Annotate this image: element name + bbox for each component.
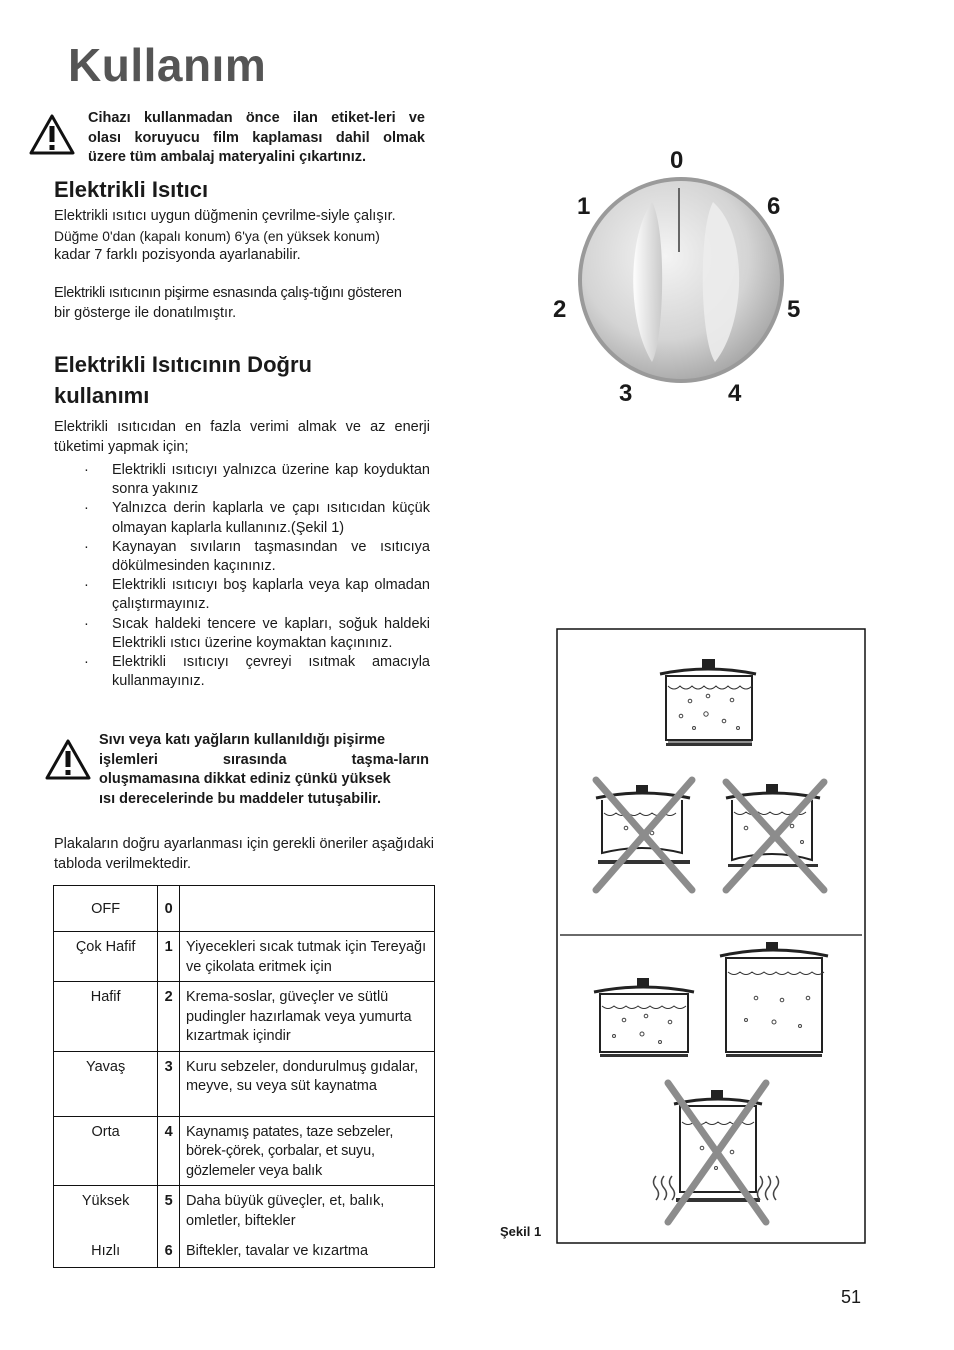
list-item: · Kaynayan sıvıların taşmasından ve ısıtıcıya dökülmesinden kaçınınız. [54,538,430,576]
table-cell-number: 4 [158,1116,180,1186]
list-item: · Elektrikli ısıtıcıyı boş kaplarla veya kap olmadan çalıştırmayınız. [54,576,430,614]
knob-position-label: 0 [670,147,684,174]
list-item: · Sıcak haldeki tencere ve kapları, soğuk haldeki Elektrikli ıstıcı üzerine koymaktan kaçınınız. [54,615,430,653]
text-line: Düğme 0'dan (kapalı konum) 6'ya (en yüksek konum) [54,228,380,244]
table-cell-level: Orta [54,1116,158,1186]
table-row [54,1051,435,1116]
pot-usage-figure [556,628,866,1244]
warning-line: işlemleri sırasında taşma-ların [99,751,429,768]
heading-line: Elektrikli Isıtıcının Doğru [54,352,312,377]
correct-use-intro: Elektrikli ısıtıcıdan en fazla verimi almak ve az enerji tüketimi yapmak için; [54,419,430,455]
text-line: kadar 7 farklı pozisyonda ayarlanabilir. [54,247,301,263]
list-item: · Elektrikli ısıtıcıyı çevreyi ısıtmak amacıyla kullanmayınız. [54,653,430,691]
section-heading-correct-use [54,349,312,411]
knob-position-label: 2 [553,296,567,323]
warning-line: olası koruyucu film kaplaması dahil olmak [88,129,425,146]
table-cell-number: 3 [158,1051,180,1116]
table-row [54,932,435,982]
warning-line: üzere tüm ambalaj materyalini çıkartınız. [88,149,367,165]
list-item: · Elektrikli ısıtıcıyı yalnızca üzerine kap koyduktan sonra yakınız [54,461,430,499]
table-cell-number: 1 [158,932,180,982]
table-cell-description: Biftekler, tavalar ve kızartma [179,1236,434,1268]
knob-position-label: 4 [728,380,742,407]
usage-tips-list [54,461,430,691]
table-cell-description: Daha büyük güveçler, et, balık, omletler, biftekler [179,1186,434,1236]
table-cell-level: Hızlı [54,1236,158,1268]
table-cell-description: Kuru sebzeler, dondurulmuş gıdalar, meyve, su veya süt kaynatma [179,1051,434,1116]
table-row [54,1236,435,1268]
table-cell-number: 0 [158,886,180,932]
table-row [54,886,435,932]
table-row [54,1186,435,1236]
heater-indicator-note [54,284,430,323]
page-number: 51 [841,1287,862,1307]
figure-caption: Şekil 1 [500,1224,542,1239]
section-heading-electric-heater: Elektrikli Isıtıcı [54,177,209,202]
knob-position-label: 6 [767,193,781,220]
table-cell-level: Hafif [54,982,158,1052]
table-row [54,982,435,1052]
knob-position-label: 3 [619,380,633,407]
table-intro: Plakaların doğru ayarlanması için gerekli öneriler aşağıdaki tabloda verilmektedir. [54,836,434,872]
table-cell-number: 5 [158,1186,180,1236]
control-knob-diagram [540,140,830,410]
table-cell-number: 2 [158,982,180,1052]
warning-line: Cihazı kullanmadan önce ilan etiket-leri ve [88,110,425,126]
warning-line: Sıvı veya katı yağların kullanıldığı pişirme [99,732,386,748]
warning-packaging [88,109,425,168]
warning-line: oluşmamasına dikkat ediniz çünkü yüksek [99,771,391,787]
heater-description [54,207,430,266]
warning-line: ısı derecelerinde bu maddeler tutuşabilir. [99,790,382,807]
settings-table [53,885,435,1268]
table-cell-level: Yüksek [54,1186,158,1236]
table-cell-description [179,886,434,932]
table-cell-description: Kaynamış patates, taze sebzeler, börek-çörek, çorbalar, et suyu, gözlemeler veya balık [179,1116,434,1186]
warning-triangle-icon [28,113,76,157]
text-line: bir gösterge ile donatılmıştır. [54,304,237,321]
table-row [54,1116,435,1186]
table-cell-description: Yiyecekleri sıcak tutmak için Tereyağı ve çikolata eritmek için [179,932,434,982]
warning-triangle-icon [44,738,92,782]
warning-oil-fire [99,731,429,809]
table-cell-level: OFF [54,886,158,932]
page-title: Kullanım [68,39,267,91]
list-item: · Yalnızca derin kaplarla ve çapı ısıtıcıdan küçük olmayan kaplarla kullanınız.(Şekil 1) [54,499,430,537]
table-cell-number: 6 [158,1236,180,1268]
table-cell-description: Krema-soslar, güveçler ve sütlü pudingler hazırlamak veya yumurta kızartmak içindir [179,982,434,1052]
table-cell-level: Çok Hafif [54,932,158,982]
heading-line: kullanımı [54,383,150,408]
text-line: Elektrikli ısıtıcının pişirme esnasında çalış-tığını gösteren [54,285,402,301]
knob-position-label: 5 [787,296,801,323]
text-line: Elektrikli ısıtıcı uygun düğmenin çevrilme-siyle çalışır. [54,208,396,224]
control-knob [582,181,780,379]
knob-position-label: 1 [577,193,591,220]
table-cell-level: Yavaş [54,1051,158,1116]
